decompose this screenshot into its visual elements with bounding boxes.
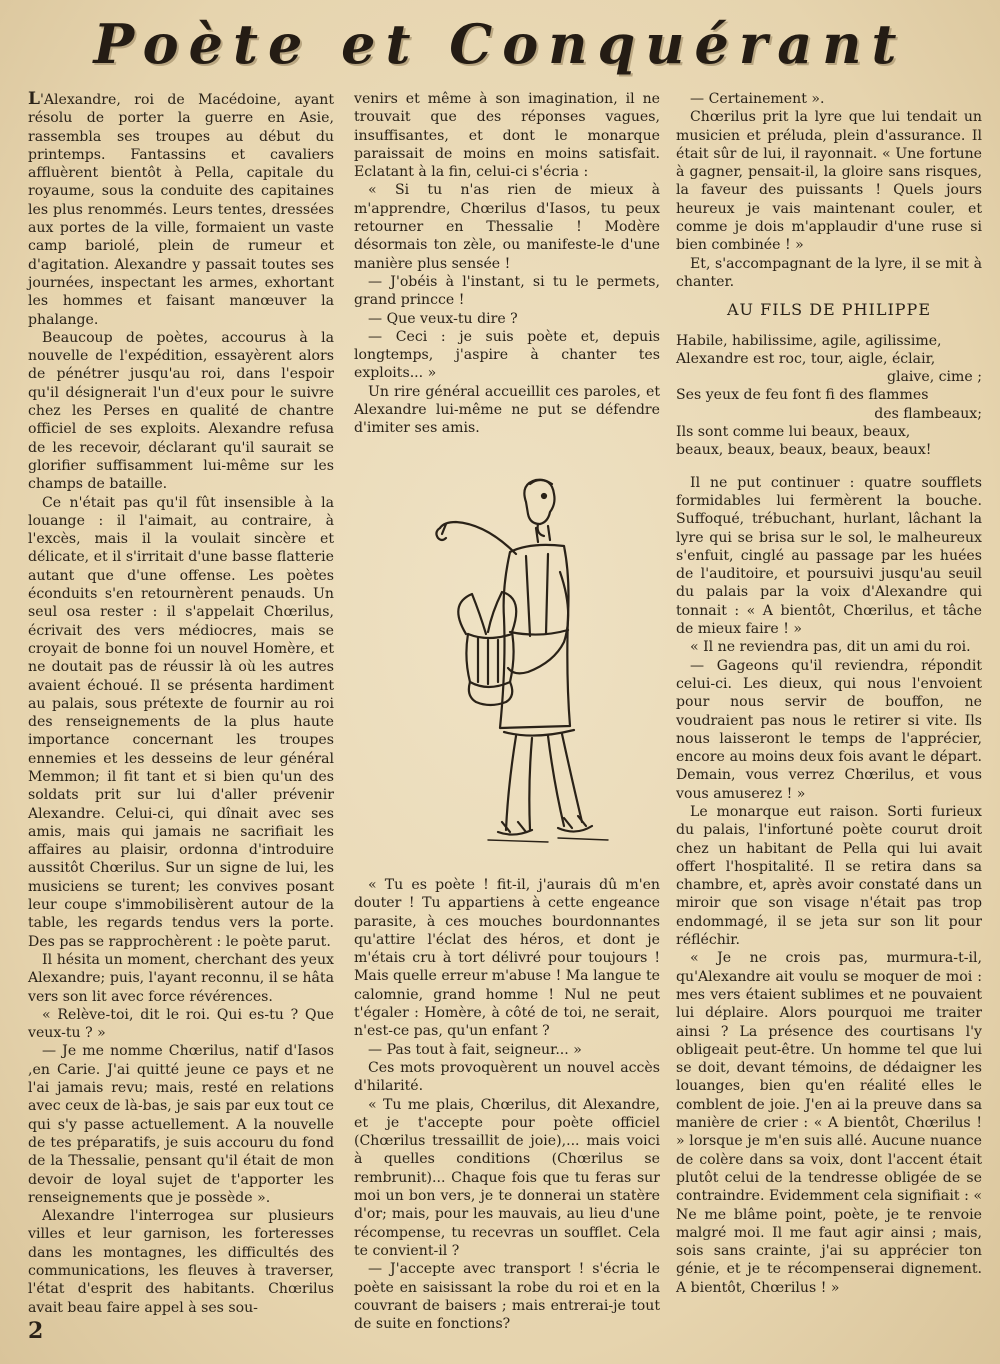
- paragraph: — Ceci : je suis poète et, depuis longtemps, j'aspire à chanter tes exploits... »: [354, 328, 660, 382]
- paragraph: — Que veux-tu dire ?: [368, 310, 518, 327]
- paragraph: « Tu es poète ! fit-il, j'aurais dû m'en douter ! Tu appartiens à cette engeance parasite, à ces mouches bourdonnantes qu'attire l'éclat des héros, et dont je m'étais cru à tort délivré pour toujours ! Mais quelle erreur m'abuse ! Ma langue te calomnie, grand homme ! Nul ne peut t'égaler : Homère, à côté de toi, ne serait, n'est-ce pas, qu'un enfant ?: [354, 877, 660, 1040]
- poem: [676, 332, 982, 460]
- paragraph: [28, 90, 334, 329]
- paragraph: « Il ne reviendra pas, dit un ami du roi.: [690, 639, 971, 656]
- paragraph: — J'obéis à l'instant, si tu le permets, grand princce !: [354, 273, 660, 309]
- initial-letter: L: [28, 89, 40, 109]
- paragraph: Il ne put continuer : quatre soufflets formidables lui fermèrent la bouche. Suffoqué, trébuchant, hurlant, lâchant la lyre qui se brisa sur le sol, le malheureux s'enfuit, cinglé au passage par les huées de l'auditoire, et poursuivi jusqu'au seuil du palais par la voix d'Alexandre qui tonnait : « A bientôt, Chœrilus, et tâche de mieux faire ! »: [676, 474, 982, 638]
- paragraph: — Certainement ».: [690, 91, 825, 107]
- page-number: 2: [28, 1318, 44, 1344]
- paragraph: Chœrilus prit la lyre que lui tendait un musicien et préluda, plein d'assurance. Il était sûr de lui, il rayonnait. « Une fortune à gagner, pensait-il, la gloire sans risques, la faveur des puissants ! Quels jours heureux je vais maintenant couler, et comme je dois m'applaudir d'une ruse si bien combinée ! »: [676, 109, 982, 254]
- poem-line: beaux, beaux, beaux, beaux, beaux!: [676, 442, 932, 459]
- story-title: Poète et Conquérant: [93, 12, 907, 76]
- paragraph: « Relève-toi, dit le roi. Qui es-tu ? Que veux-tu ? »: [28, 1006, 334, 1042]
- paragraph: « Tu me plais, Chœrilus, dit Alexandre, et je t'accepte pour poète officiel (Chœrilus tressaillit de joie),... mais voici à quelles conditions (Chœrilus se rembrunit)... Chaque fois que tu feras sur moi un bon vers, je te donnerai un statère d'or; mais, pour les mauvais, au lieu d'une récompense, tu recevras un soufflet. Cela te convient-il ?: [354, 1096, 660, 1259]
- paragraph: venirs et même à son imagination, il ne trouvait que des réponses vagues, insuffisantes, et dont le monarque paraissait de moins en moins satisfait. Eclatant à la fin, celui-ci s'écria :: [354, 91, 660, 181]
- paragraph: « Je ne crois pas, murmura-t-il, qu'Alexandre ait voulu se moquer de moi : mes vers étaient sublimes et ne pouvaient lui déplaire. Alors pourquoi me traiter ainsi ? La présence des courtisans l'y obligeait peut-être. Un homme tel que lui se doit, devant témoins, de dédaigner les louanges, bien qu'en réalité elles le comblent de joie. J'en ai la preuve dans sa manière de crier : « A bientôt, Chœrilus ! » lorsque je m'en suis allé. Aucune nuance de colère dans sa voix, dont l'accent était plutôt celui de la tendresse obligée de se contraindre. Evidemment cela signifiait : « Ne me blâme point, poète, je te renvoie malgré moi. Il me faut agir ainsi ; mais, sois sans crainte, j'ai su apprécier ton génie, et je te récompenserai dignement. A bientôt, Chœrilus ! »: [676, 950, 982, 1296]
- paragraph: — Pas tout à fait, seigneur... »: [368, 1041, 582, 1058]
- paragraph-text: 'Alexandre, roi de Macédoine, ayant résolu de porter la guerre en Asie, rassembla ses troupes au début du printemps. Fantassins et cavaliers affluèrent bientôt à Pella, capitale du royaume, sous la conduite des capitaines les plus renommés. Leurs tentes, dressées aux portes de la ville, formaient un vaste camp bariolé, plein de rumeur et d'agitation. Alexandre y passait toutes ses journées, inspectant les armes, exhortant les hommes et faisant manœuver la phalange.: [28, 92, 334, 328]
- poem-line: Alexandre est roc, tour, aigle, éclair,: [676, 350, 936, 367]
- text-column-2-bottom: [354, 876, 660, 1333]
- poet-with-lyre-illustration: [398, 462, 618, 862]
- poem-line: des flambeaux;: [874, 405, 982, 422]
- poem-heading: AU FILS DE PHILIPPE: [726, 300, 931, 320]
- paragraph: — Gageons qu'il reviendra, répondit celui-ci. Les dieux, qui nous l'envoient pour nous servir de bouffon, ne voudraient pas nous le retirer si vite. Ils nous laisseront le temps de l'apprécier, encore au moins deux fois avant le départ. Demain, vous verrez Chœrilus, et vous vous amuserez ! »: [676, 657, 982, 802]
- paragraph: Ces mots provoquèrent un nouvel accès d'hilarité.: [354, 1059, 660, 1095]
- text-column-1: [28, 90, 334, 1330]
- poem-line: Ses yeux de feu font fi des flammes: [676, 387, 929, 404]
- paragraph: — Je me nomme Chœrilus, natif d'Iasos ,en Carie. J'ai quitté jeune ce pays et ne l'ai jamais revu; mais, resté en relations avec ceux de là-bas, je sais par eux tout ce qui s'y passe actuellement. A la nouvelle de tes préparatifs, je suis accouru du fond de la Thessalie, pensant qu'il était de mon devoir de loyal sujet de t'apporter les renseignements que je possède ».: [28, 1043, 334, 1206]
- text-column-2-top: [354, 90, 660, 438]
- paragraph: Alexandre l'interrogea sur plusieurs villes et leur garnison, les forteresses dans les montagnes, les difficultés des communications, les fleuves à traverser, l'état d'esprit des habitants. Chœrilus avait beau faire appel à ses sou-: [28, 1208, 334, 1316]
- text-column-3: [676, 90, 982, 1297]
- paragraph: Ce n'était pas qu'il fût insensible à la louange : il l'aimait, au contraire, à l'excès, mais il la voulait sincère et délicate, et il s'irritait d'une basse flatterie autant que d'une offense. Les poètes éconduits s'en retournèrent penauds. Un seul osa rester : il s'appelait Chœrilus, écrivait des vers médiocres, mais se croyait de bonne foi un nouvel Homère, et ne doutait pas de réussir là où les autres avaient échoué. Il se présenta hardiment au palais, sous prétexte de fournir au roi des renseignements de la plus haute importance concernant les troupes ennemies et les desseins de leur général Memmon; il fit tant et si bien qu'un des soldats prit sur lui d'aller prévenir Alexandre. Celui-ci, qui dînait avec ses amis, mais qui jamais ne sacrifiait les affaires au plaisir, ordonna d'introduire aussitôt Chœrilus. Sur un signe de lui, les musiciens se turent; les convives posant leur coupe s'immobilisèrent autour de la table, les regards tendus vers la porte. Des pas se rapprochèrent : le poète parut.: [28, 494, 334, 950]
- poem-line: Habile, habilissime, agile, agilissime,: [676, 332, 942, 349]
- poem-line: glaive, cime ;: [886, 369, 982, 386]
- paragraph: « Si tu n'as rien de mieux à m'apprendre, Chœrilus d'Iasos, tu peux retourner en Thessalie ! Modère désormais ton zèle, ou manifeste-le d'une manière plus sensée !: [354, 182, 660, 272]
- paragraph: Et, s'accompagnant de la lyre, il se mit à chanter.: [676, 255, 982, 290]
- paragraph: Un rire général accueillit ces paroles, et Alexandre lui-même ne put se défendre d'imiter ses amis.: [354, 383, 660, 437]
- poem-line: Ils sont comme lui beaux, beaux,: [676, 424, 911, 441]
- paragraph: Le monarque eut raison. Sorti furieux du palais, l'infortuné poète courut droit chez un habitant de Pella qui lui avait offert l'hospitalité. Il se retira dans sa chambre, et, après avoir constaté dans un miroir que son visage n'était pas trop endommagé, il se jeta sur son lit pour réfléchir.: [676, 803, 982, 949]
- paragraph: Beaucoup de poètes, accourus à la nouvelle de l'expédition, essayèrent alors de pénétrer jusqu'au roi, dans l'espoir qu'il désignerait l'un d'eux pour le suivre chez les Perses en qualité de chantre officiel de ses exploits. Alexandre refusa de les recevoir, déclarant qu'il saurait se glorifier suffisamment lui-même sur les champs de bataille.: [28, 329, 334, 493]
- paragraph: — J'accepte avec transport ! s'écria le poète en saisissant la robe du roi et en la couvrant de baisers ; mais entrerai-je tout de suite en fonctions?: [354, 1261, 660, 1333]
- paragraph: Il hésita un moment, cherchant des yeux Alexandre; puis, l'ayant reconnu, il se hâta vers son lit avec force révérences.: [28, 951, 334, 1005]
